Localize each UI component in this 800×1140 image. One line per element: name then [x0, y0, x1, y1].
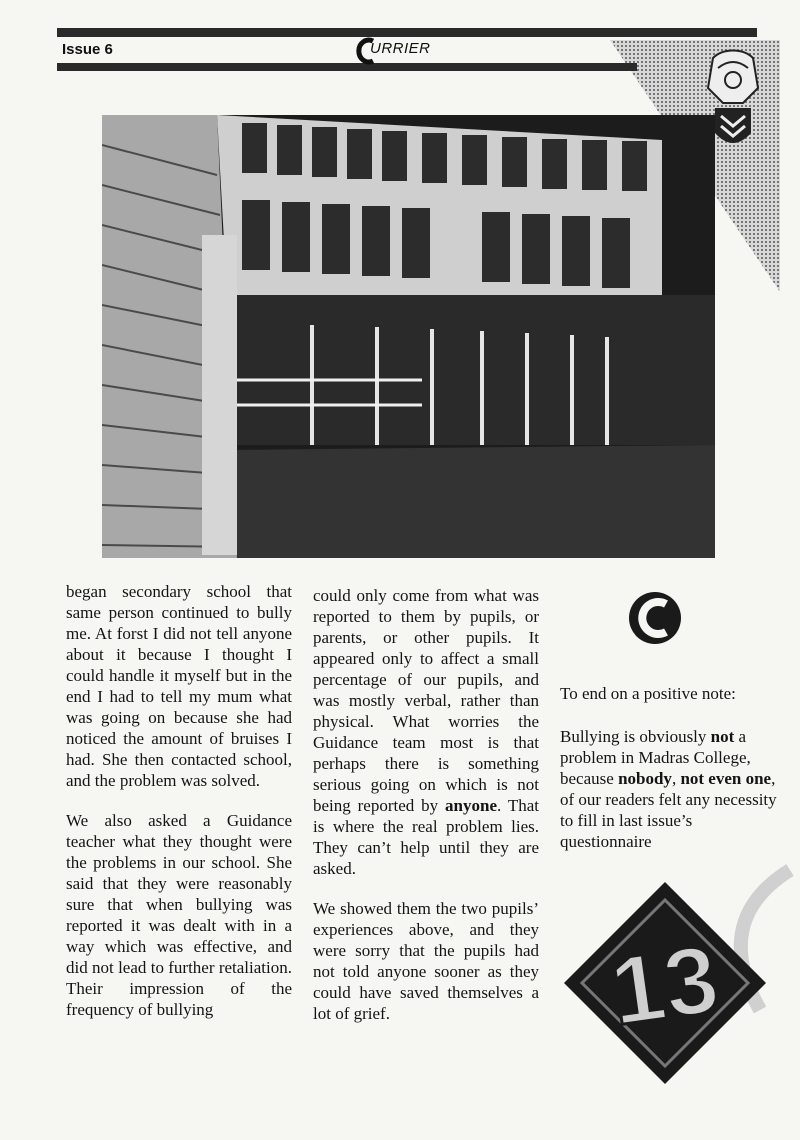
issue-13-diamond-badge [560, 878, 770, 1088]
article-column-2 [313, 585, 539, 1043]
header-top-rule [57, 28, 757, 37]
issue-label: Issue 6 [62, 41, 113, 58]
col3-bold-1: not [710, 727, 735, 746]
col3-text-4: , of our readers felt any necessity to fill in last issue’s questionnaire [560, 769, 777, 851]
masthead-title [352, 40, 431, 57]
col3-heading: To end on a positive note: [560, 684, 736, 703]
col1-paragraph-1: began secondary school that same person continued to bully me. At forst I did not tell anyone about it because I thought I could handle it myself but in the end I had to tell my mum what was going on because she had noticed the amount of bruises I had. She then contacted school, and the problem was solved. [66, 582, 292, 790]
col3-paragraph [560, 726, 786, 852]
col2-paragraph-2: We showed them the two pupils’ experiences above, and they were sorry that the pupils had not told anyone sooner as they could have saved themselves a lot of grief. [313, 899, 539, 1023]
col3-bold-2: nobody [618, 769, 672, 788]
col2-paragraph-1 [313, 585, 539, 879]
col1-paragraph-2: We also asked a Guidance teacher what they thought were the problems in our school. She said that they were reasonably sure that when bullying was reported it was dealt with in a way which was effective, and did not lead to further retaliation. Their impression of the frequency of bullying [66, 811, 292, 1019]
badge-number: 13 [604, 925, 725, 1046]
col3-bold-3: not even one [680, 769, 772, 788]
col2-p1-text-b: . That is where the real problem lies. They can’t help until they are asked. [313, 796, 539, 878]
col3-text-1: Bullying is obviously [560, 727, 711, 746]
masthead-title-text: URRIER [370, 40, 431, 57]
col2-p1-text-a: could only come from what was reported to them by pupils, or parents, or other pupils. It appeared only to affect a small percentage of our pupils, and was mostly verbal, rather than physical. What worries the Guidance team most is that perhaps there is something serious going on which is not being reported by [313, 586, 539, 815]
header-bottom-rule [57, 63, 637, 71]
school-building-photo [102, 115, 715, 558]
article-column-3 [560, 683, 786, 874]
col3-text-2: a problem in Madras College, because [560, 727, 751, 788]
col3-text-3: , [671, 769, 681, 788]
col2-p1-bold: anyone [445, 796, 498, 815]
courier-c-circle-logo [620, 588, 690, 648]
article-column-1 [66, 581, 292, 1039]
